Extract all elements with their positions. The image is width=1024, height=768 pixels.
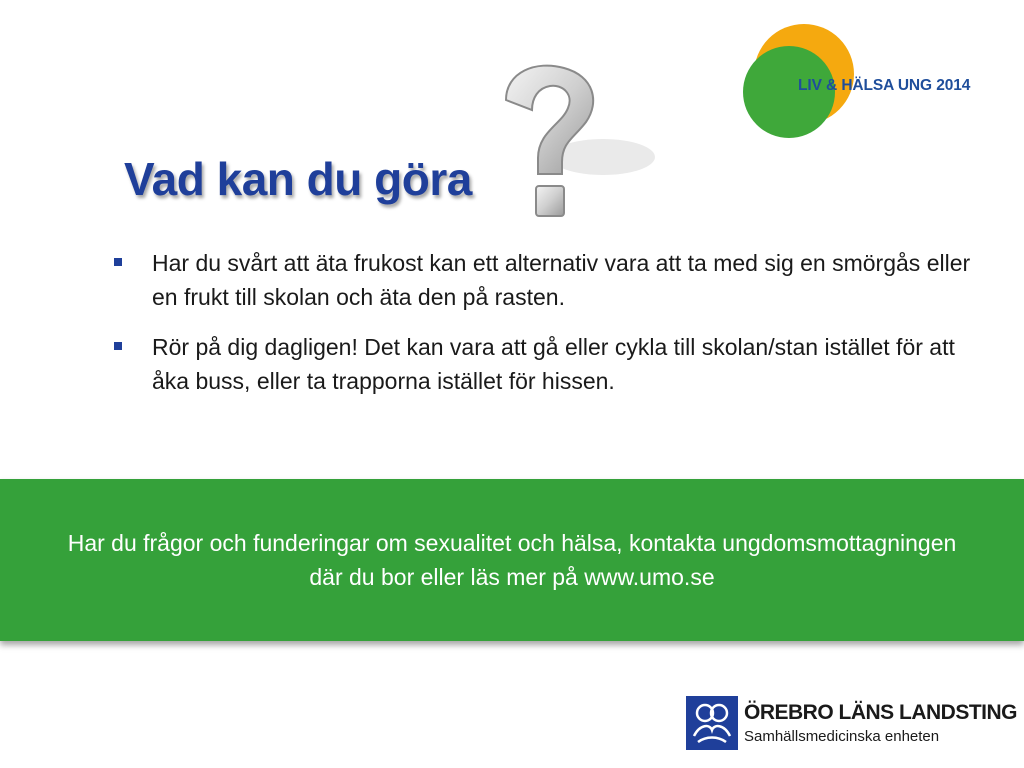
info-banner	[0, 479, 1024, 641]
list-item	[112, 330, 992, 398]
page-title: Vad kan du göra	[124, 153, 472, 205]
list-item	[112, 246, 992, 314]
liv-halsa-logo	[740, 22, 1020, 142]
bullet-text: Har du svårt att äta frukost kan ett alternativ vara att ta med sig en smörgås eller en frukt till skolan och äta den på rasten.	[152, 250, 971, 310]
bullet-list	[112, 246, 992, 414]
organization-name: ÖREBRO LÄNS LANDSTING	[744, 701, 1017, 724]
bullet-text: Rör på dig dagligen! Det kan vara att gå eller cykla till skolan/stan istället för att åka buss, eller ta trapporna istället för hissen.	[152, 334, 955, 394]
landsting-crest-icon	[686, 696, 738, 750]
banner-text: Har du frågor och funderingar om sexualitet och hälsa, kontakta ungdomsmottagningen där du bor eller läs mer på www.umo.se	[67, 530, 957, 590]
question-mark-icon	[478, 62, 658, 227]
organization-subtitle: Samhällsmedicinska enheten	[744, 728, 940, 745]
orebro-lans-landsting-logo	[686, 696, 1017, 752]
logo-text: LIV & HÄLSA UNG 2014	[798, 77, 971, 94]
square-bullet-icon	[114, 342, 122, 350]
square-bullet-icon	[114, 258, 122, 266]
